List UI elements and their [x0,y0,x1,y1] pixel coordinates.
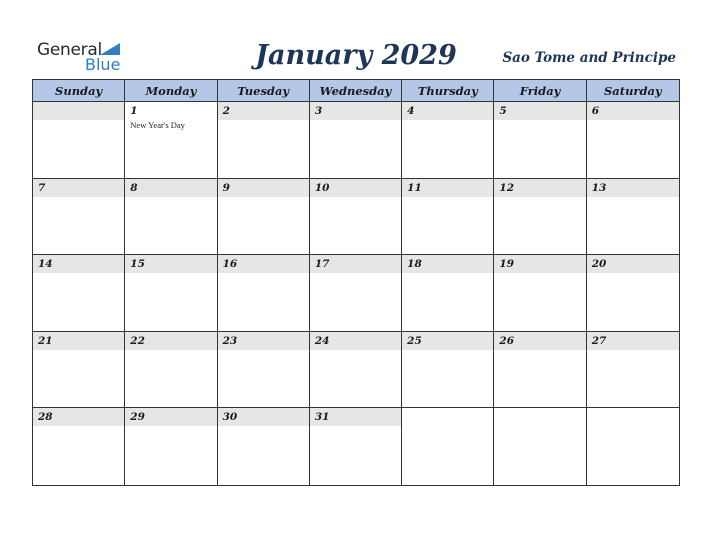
day-number: 1 [125,102,216,120]
weekday-header-monday: Monday [125,80,217,102]
day-number: 13 [587,179,679,197]
weekday-header-tuesday: Tuesday [218,80,310,102]
day-cell [125,408,217,485]
day-cell [587,332,679,409]
day-cell [33,102,125,179]
day-cell [310,408,402,485]
day-cell [494,179,586,256]
day-number: 6 [587,102,679,120]
holiday-label: New Year's Day [130,120,185,130]
day-number: 7 [33,179,124,197]
day-cell [494,255,586,332]
day-number: 28 [33,408,124,426]
day-number: 23 [218,332,309,350]
day-cell [310,102,402,179]
day-cell [125,102,217,179]
day-cell [494,332,586,409]
day-cell [125,255,217,332]
day-number: 9 [218,179,309,197]
day-number: 12 [494,179,585,197]
day-cell [587,102,679,179]
day-cell [33,255,125,332]
day-cell [402,408,494,485]
country-name: Sao Tome and Principe [502,50,676,66]
day-cell [125,179,217,256]
day-number: 14 [33,255,124,273]
day-number: 17 [310,255,401,273]
day-number: 4 [402,102,493,120]
logo-text-blue: Blue [85,55,121,74]
day-cell [218,332,310,409]
calendar-title: January 2029 [255,40,457,71]
day-number: 15 [125,255,216,273]
day-cell [494,408,586,485]
day-number: 10 [310,179,401,197]
day-number: 8 [125,179,216,197]
day-cell [310,255,402,332]
day-number: 31 [310,408,401,426]
day-number: 24 [310,332,401,350]
day-cell [402,179,494,256]
day-cell [218,179,310,256]
day-cell [125,332,217,409]
day-number: 22 [125,332,216,350]
day-cell [218,408,310,485]
day-number: 29 [125,408,216,426]
day-number: 5 [494,102,585,120]
day-cell [402,332,494,409]
calendar-grid [32,79,680,486]
day-cell [218,255,310,332]
weekday-header-friday: Friday [494,80,586,102]
day-cell [587,408,679,485]
day-number: 21 [33,332,124,350]
day-cell [33,332,125,409]
day-number: 20 [587,255,679,273]
day-number: 2 [218,102,309,120]
logo-text-general: General [37,40,102,60]
day-cell [587,179,679,256]
day-number: 30 [218,408,309,426]
day-number: 18 [402,255,493,273]
weekday-header-wednesday: Wednesday [310,80,402,102]
day-number: 25 [402,332,493,350]
day-number: 16 [218,255,309,273]
day-number-empty [33,102,124,120]
day-number: 3 [310,102,401,120]
weekday-header-sunday: Sunday [33,80,125,102]
day-cell [587,255,679,332]
day-cell [494,102,586,179]
day-cell [310,179,402,256]
day-cell [33,179,125,256]
day-cell [310,332,402,409]
day-number: 19 [494,255,585,273]
day-number: 26 [494,332,585,350]
day-cell [218,102,310,179]
day-cell [402,255,494,332]
day-cell [402,102,494,179]
weekday-header-thursday: Thursday [402,80,494,102]
weekday-header-saturday: Saturday [587,80,679,102]
day-number: 11 [402,179,493,197]
day-cell [33,408,125,485]
day-number: 27 [587,332,679,350]
